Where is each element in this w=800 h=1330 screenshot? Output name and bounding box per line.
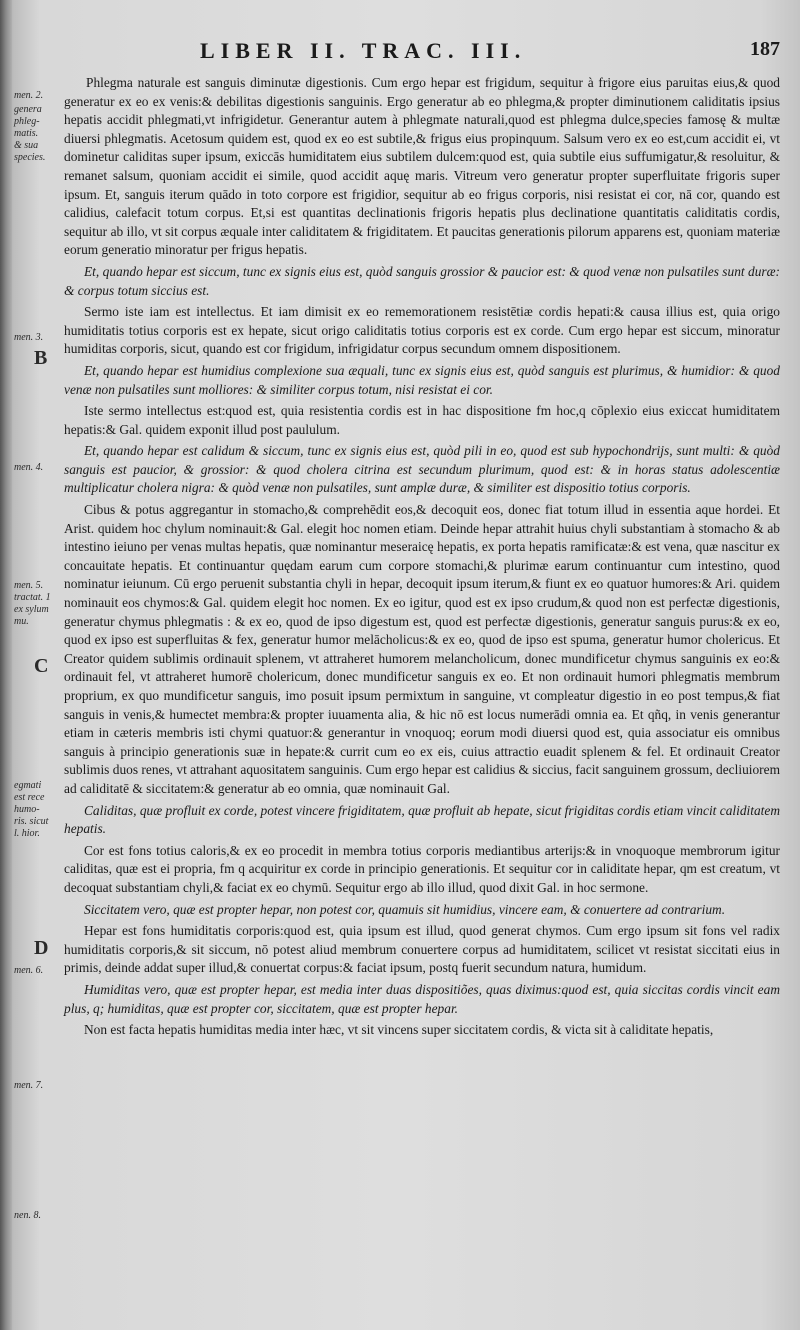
page-number: 187 xyxy=(750,38,780,60)
margin-note: ex sylum xyxy=(14,604,49,615)
page-header xyxy=(200,38,780,68)
text-quotation: Et, quando hepar est humidius complexione sua æquali, tunc ex signis eius est, quòd sanguis est plurimus, & humidior: & quod venæ non pulsatiles sunt molliores: & similiter corpus totum, nisi resistat ei cor. xyxy=(64,362,780,397)
margin-note: tractat. 1 xyxy=(14,592,51,603)
margin-note: ris. sicut xyxy=(14,816,49,827)
text-commentary: Hepar est fons humiditatis corporis:quod est, quia ipsum est illud, quod generat chymos. Cum ergo ipsum sit fons vel radix humiditatis corporis,& sit siccum, nō potest aliud membrum conuertere corpus ad humiditatem, scilicet vt resistat siccitati eius in primis, deinde addat super illud,& conuertat corpus:& faciat ipsum, postq fuerit secundum natura, humidum. xyxy=(64,923,780,976)
margin-note: & sua xyxy=(14,140,39,151)
text-commentary: Cor est fons totius caloris,& ex eo procedit in membra totius corporis mediantibus arterijs:& in vnoquoque membrorum igitur caliditas, quæ est ei propria, fm q acquiritur ex corde in principio generationis. Et sequitur cor in caliditate hepar, qm est creatum, vt decoquat substantiam chyli,& faciat ex eo chymū. Sequitur ergo ab illo illud, quod dixit Gal. in hoc sermone. xyxy=(64,842,780,895)
margin-note: l. hior. xyxy=(14,828,40,839)
text-quotation: Humiditas vero, quæ est propter hepar, est media inter duas dispositiões, quas diximus:quod est, quia siccitas cordis vincit eam plus, q; humiditas, quæ est propter cor, siccitatem, quæ est propter hepar. xyxy=(64,981,780,1016)
text-quotation: Siccitatem vero, quæ est propter hepar, non potest cor, quamuis sit humidius, vincere eam, & conuertere ad contrarium. xyxy=(84,901,726,917)
body-text xyxy=(64,74,780,1043)
margin-note: nen. 8. xyxy=(14,1210,41,1221)
margin-section-letter: B xyxy=(34,347,48,369)
margin-note: phleg- xyxy=(14,116,40,127)
margin-note: humo- xyxy=(14,804,40,815)
margin-note: mu. xyxy=(14,616,29,627)
text-commentary: Iste sermo intellectus est:quod est, quia resistentia cordis est in hac dispositione fm hoc,q cōplexio eius exiccat humiditatem hepatis:& Gal. quidem exponit illud post paululum. xyxy=(64,403,780,437)
margin-note: species. xyxy=(14,152,46,163)
margin-note: men. 5. xyxy=(14,580,44,591)
margin-note: men. 4. xyxy=(14,462,44,473)
margin-note: men. 3. xyxy=(14,332,44,343)
text-commentary: Non est facta hepatis humiditas media inter hæc, vt sit vincens super siccitatem cordis, & victa sit à caliditate hepatis, xyxy=(84,1022,714,1038)
margin-notes xyxy=(14,80,60,1320)
text-commentary: Phlegma naturale est sanguis diminutæ digestionis. Cum ergo hepar est frigidum, sequitur à frigore eius paruitas eius,& quod generatur ex eo ex venis:& debilitas digestionis sanguinis. Ergo generatur ab eo phlegma,& propter diminutionem caliditatis ipsius hepatis accidit phlegmati,vt infrigidetur. Generantur autem à phlegmate naturali,quod est phlegma dulce,species famosę & multæ diuersi phlegmatis. Acetosum quidem est, quod ex eo est subtile,& frigus eius propinquum. Salsum vero ex eo est,cum accidit ei, vt dominetur caliditas super ipsum, exiccās humiditatem eius subtilem dulcem:quod est, quia subtile eius suffumigatur,& resoluitur, & remanet salsum, quoniam accidit ei simile, quod accidit aquę maris. Vitreum vero generatur propter superfluitate frigoris super ipsum. Et, sanguis iterum quādo in toto corpore est frigidior, sequitur ab eo frigus corporis, nisi resistat ei cor, nā cor, quando est calidius, calefacit totum corpus. Et,si est quantitas declinationis frigoris hepatis plus declinatione quantitatis caliditatis cordis, sequitur ab illo, vt sit corpus æquale inter caliditatem & frigiditatem. Et paucitas generationis pilorum apparens est, quoniam materiæ eorum generatio minoratur per frigus hepatis. xyxy=(64,75,780,258)
text-commentary: Cibus & potus aggregantur in stomacho,& comprehēdit eos,& decoquit eos, donec fiat totum illud in essentia aque hordei. Et Arist. quidem hoc chylum nominauit:& Gal. elegit hoc nomen etiam. Deinde hepar attrahit huius chyli substantiam à stomacho & ab intestino ieiuno per venas multas hepatis, quæ nominantur meseraicę hepatis, ex porta hepatis ramificatæ:& est vena, quæ nascitur ex concauitate hepatis. Et continuantur quędam earum cum corpore stomachi,& plurimæ earum continuantur cum intestino, quod nominatur ieiunum. Cū ergo peruenit substantia chyli in hepar, decoquit ipsum iterum,& fiunt ex eo quatuor humores:& Ari. quidem nominauit eos chymos:& Gal. quidem elegit hoc nomen. Ex eo igitur, quod est ex ipso crudum,& quod non est perfectæ digestionis, generatur chymus phlegmatis : & ex eo, quod de ipso digestum est, quod est perfectæ digestionis, generatur sanguis purus:& ex eo, quod ex ipso est superfluitas & fex, generatur humor melācholicus:& ex eo, quod de ipso est spuma, generatur humor cholericus. Et Creator quidem sublimis ordinauit splenem, vt attraheret humorem melancholicum, donec mundificetur chymus sanguinis ex eo:& ordinauit fel, vt attraheret humorē cholericum, donec mundificetur sanguis ex eo. Et non ordinauit humori phlegmatis membrum proprium, ex quo mundificetur sanguis, imo posuit ipsum permixtum in sanguine, vt compleatur digestio in eo post tempus,& fiat sanguis in venis,& humectet membra:& propter iuuamenta alia, & hic nō est locus numerādi omnia ea. Et qñq, in venis generantur etiam in cæteris membris isti chymi quatuor:& generantur in vnoquoq; eorum modi diuersi quod est, quia associatur eis omnibus sanguis à principio generationis suæ in hepate:& currit cum eo ex eis, cuius attractio euadit splenem & fel. Et ordinauit Creator sublimis duos renes, vt attrahant aquositatem sanguinis. Cum ergo hepar est calidius & siccius, facit sanguinem grossum, decliuiorem ad caliditatē & siccitatem:& generatur ab eo omnia, quæ nominauit Gal. xyxy=(64,502,780,796)
margin-section-letter: C xyxy=(34,655,49,677)
margin-note: men. 2. xyxy=(14,90,44,101)
text-commentary: Sermo iste iam est intellectus. Et iam dimisit ex eo rememorationem resistētiæ cordis hepati:& causa illius est, quia origo humiditatis totius corporis est ex hepate, sicut origo caliditatis totius corporis est ex corde. Cum ergo hepar est siccum, minoratur humiditas corporis, sicut, quando est cor frigidum, infrigidatur corpus secundum omnem dispositionem. xyxy=(64,304,780,357)
margin-note: est rece xyxy=(14,792,45,803)
margin-note: egmati xyxy=(14,780,42,791)
margin-note: men. 6. xyxy=(14,965,44,976)
text-quotation: Et, quando hepar est calidum & siccum, tunc ex signis eius est, quòd pili in eo, quod est sub hypochondrijs, sunt multi: & quòd sanguis est paucior, & grossior: & quod cholera citrina est secundum plurimum, quod est: & in horas status adolescentiæ multiplicatur cholera nigra: & quòd venæ non pulsatiles, sunt amplæ duræ, & similiter est dispositio totius corporis. xyxy=(64,443,780,496)
running-head: LIBER II. TRAC. III. xyxy=(200,38,527,63)
margin-note: genera xyxy=(14,104,42,115)
margin-note: men. 7. xyxy=(14,1080,44,1091)
margin-note: matis. xyxy=(14,128,39,139)
binding-gutter xyxy=(0,0,12,1330)
margin-section-letter: D xyxy=(34,937,49,959)
text-quotation: Caliditas, quæ profluit ex corde, potest vincere frigiditatem, quæ profluit ab hepate, sicut frigiditas cordis etiam vincit caliditatem hepatis. xyxy=(64,802,780,837)
text-quotation: Et, quando hepar est siccum, tunc ex signis eius est, quòd sanguis grossior & paucior est: & quod venæ non pulsatiles sunt duræ: & corpus totum siccius est. xyxy=(64,263,780,298)
